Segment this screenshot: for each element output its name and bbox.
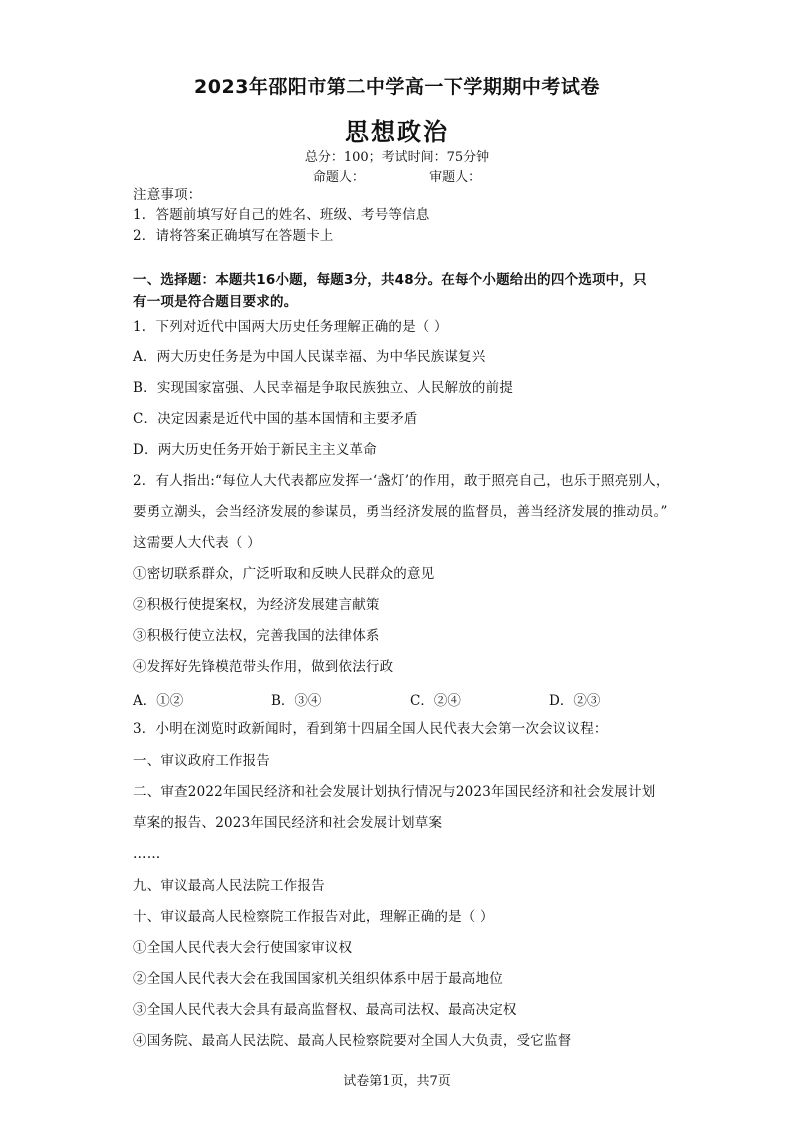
reviewer-label: 审题人： — [429, 170, 482, 185]
setter-reviewer-line — [0, 166, 794, 185]
question-2-item-4: ④发挥好先锋模范带头作用，做到依法行政 — [133, 659, 394, 675]
question-3-agenda-2: 二、审查2022年国民经济和社会发展计划执行情况与2023年国民经济和社会发展计划 — [133, 784, 656, 800]
question-1-option-c: C．决定因素是近代中国的基本国情和主要矛盾 — [133, 411, 418, 427]
question-3-agenda-10: 十、审议最高人民检察院工作报告对此，理解正确的是（ ） — [133, 909, 494, 925]
note-item-1: 1．答题前填写好自己的姓名、班级、考号等信息 — [133, 207, 430, 223]
question-1-option-a: A．两大历史任务是为中国人民谋幸福、为中华民族谋复兴 — [133, 349, 486, 365]
subject-title: 思想政治 — [345, 118, 449, 146]
section-heading-line-1: 一、选择题：本题共16小题，每题3分，共48分。在每个小题给出的四个选项中，只 — [133, 272, 647, 288]
question-2-choice-c: C．②④ — [410, 693, 461, 709]
setter-label: 命题人： — [312, 170, 365, 185]
question-3-agenda-2-cont: 草案的报告、2023年国民经济和社会发展计划草案 — [133, 815, 443, 831]
question-2-stem-line-3: 这需要人大代表（ ） — [133, 535, 261, 551]
exam-title: 2023年邵阳市第二中学高一下学期期中考试卷 — [194, 76, 600, 98]
question-2-choice-b: B．③④ — [271, 693, 322, 709]
notes-heading: 注意事项： — [133, 187, 202, 203]
question-3-item-1: ①全国人民代表大会行使国家审议权 — [133, 940, 353, 956]
question-3-agenda-ellipsis: …… — [133, 846, 161, 862]
question-2-stem-line-2: 要勇立潮头，会当经济发展的参谋员，勇当经济发展的监督员，善当经济发展的推动员。” — [133, 504, 668, 520]
question-2-item-3: ③积极行使立法权，完善我国的法律体系 — [133, 628, 380, 644]
question-2-choice-a: A．①② — [133, 693, 184, 709]
score-and-time: 总分：100；考试时间：75分钟 — [304, 150, 490, 165]
question-3-item-3: ③全国人民代表大会具有最高监督权、最高司法权、最高决定权 — [133, 1002, 517, 1018]
question-2-stem-line-1: 2．有人指出:“每位人大代表都应发挥一‘盏灯’的作用，敢于照亮自己，也乐于照亮别人， — [133, 473, 670, 489]
question-3-item-2: ②全国人民代表大会在我国国家机关组织体系中居于最高地位 — [133, 971, 503, 987]
question-2-item-2: ②积极行使提案权，为经济发展建言献策 — [133, 597, 380, 613]
question-1-option-b: B．实现国家富强、人民幸福是争取民族独立、人民解放的前提 — [133, 380, 514, 396]
question-1-stem: 1．下列对近代中国两大历史任务理解正确的是（ ） — [133, 319, 448, 335]
question-2-choice-d: D．②③ — [549, 693, 601, 709]
question-3-stem: 3．小明在浏览时政新闻时，看到第十四届全国人民代表大会第一次会议议程： — [133, 721, 608, 737]
question-3-agenda-1: 一、审议政府工作报告 — [133, 753, 270, 769]
section-heading-line-2: 有一项是符合题目要求的。 — [133, 294, 298, 310]
question-1-option-d: D．两大历史任务开始于新民主主义革命 — [133, 442, 377, 458]
page-footer: 试卷第1页，共7页 — [343, 1074, 451, 1089]
note-item-2: 2．请将答案正确填写在答题卡上 — [133, 228, 334, 244]
question-3-item-4: ④国务院、最高人民法院、最高人民检察院要对全国人大负责，受它监督 — [133, 1033, 572, 1049]
question-2-item-1: ①密切联系群众，广泛听取和反映人民群众的意见 — [133, 566, 435, 582]
question-3-agenda-9: 九、审议最高人民法院工作报告 — [133, 878, 325, 894]
